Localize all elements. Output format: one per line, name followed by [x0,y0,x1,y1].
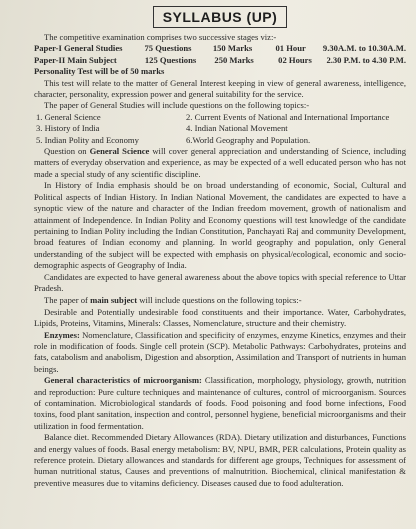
page-title: SYLLABUS (UP) [153,6,287,28]
paragraph-food-constituents: Desirable and Potentially undesirable food constituents and their importance. Water, Carbohydrates, Lipids, Proteins, Vitamins, Minerals: Classes, Nomenclature, structure and their chemistry. [34,306,406,329]
paragraph-history: In History of India emphasis should be on broad understanding of economic, Social, Cultural and Political aspects of Indian History. In Indian National Movement, the candidates are expected to have a synoptic view of the nature and character of the Indian freedom movement, growth of nationalism and attainment of Independence. In Indian Polity and Economy questions will test knowledge of the candidate pertaining to Indian Polity including the Indian Constitution, Panchayati Raj and community Development, broad features of Indian economy and planning. In world geography and population, only General understanding of the subject will be expected with emphasis on physical/ecological, economic and socio-demographic aspects of Geography of India. [34,180,406,271]
topic-item: 5. Indian Polity and Economy [36,134,139,145]
paragraph-balance-diet: Balance diet. Recommended Dietary Allowances (RDA). Dietary utilization and disturbances, Functions and energy values of foods. Basal energy metabolism: BV, NPU, BMR, PER calculations, Protein quality as reference protein. Dietary allowances and standards for different age groups, Techniques for assessment of human nutritional status, Causes and preventions of malnutrition. Biochemical, clinical manifestation & preventive measures due to vitamins deficiency. Diseases caused due to food adulteration. [34,432,406,488]
paper-questions: 75 Questions [144,43,192,54]
paper-marks: 150 Marks [212,43,253,54]
paper-row-1 [34,43,406,54]
topic-item: 4. Indian National Movement [186,123,288,134]
paper-marks: 250 Marks [214,54,254,65]
topic-item: 2. Current Events of National and International Importance [186,111,390,122]
paragraph-main-subject: The paper of main subject will include questions on the following topics:- [44,295,302,306]
paper-time: 2.30 P.M. to 4.30 P.M. [326,54,407,65]
topic-item: 6.World Geography and Population. [186,134,311,145]
paragraph-general-studies: The paper of General Studies will include questions on the following topics:- [44,100,310,111]
personality-test: Personality Test will be of 50 marks [34,66,165,77]
paper-hours: 02 Hours [278,54,312,65]
intro-text: The competitive examination comprises two successive stages viz:- [44,32,277,42]
paragraph-enzymes: Enzymes: Nomenclature, Classification and specificity of enzymes, enzyme Kinetics, enzymes and their role in modification of foods. Single cell protein (SCP). Metabolic Pathways: Carbohydrates, proteins and fats, catabolism and anabolism, Digestion and absorption, Assimilation and Transport of nutrients in human beings. [34,329,406,374]
paper-hours: 01 Hour [275,43,306,54]
paragraph-uttar-pradesh: Candidates are expected to have general awareness about the above topics with special reference to Uttar Pradesh. [34,271,406,293]
paper-questions: 125 Questions [144,54,197,65]
topic-item: 1. General Science [36,111,101,122]
paragraph-general-interest: This test will relate to the matter of General Interest keeping in view of general awareness, intelligence, character, personality, expression power and general suitability for the service. [34,77,406,100]
paper-name: Paper-II Main Subject [34,54,117,65]
paper-time: 9.30A.M. to 10.30A.M. [322,43,406,54]
paragraph-microorganism: General characteristics of microorganism: Classification, morphology, physiology, growth, nutrition and reproduction: Pure culture techniques and maintenance of cultures, control of microorganism. Sources of contamination. Microbiological standards of foods. Food poisoning and food borne infections, Food toxins, food plant sanitation, inspection and control, personnel hygiene, beneficial microorganisms and their utilization in food fermentation. [34,375,406,431]
paper-name: Paper-I General Studies [34,43,123,54]
paper-row-2 [34,55,406,66]
topic-item: 3. History of India [36,123,100,134]
topics-list [36,112,406,146]
paragraph-general-science: Question on General Science will cover general appreciation and understanding of Science, including matters of everyday observation and experience, as may be expected of a well educated person who has not made a special study of any scientific discipline. [34,146,406,179]
